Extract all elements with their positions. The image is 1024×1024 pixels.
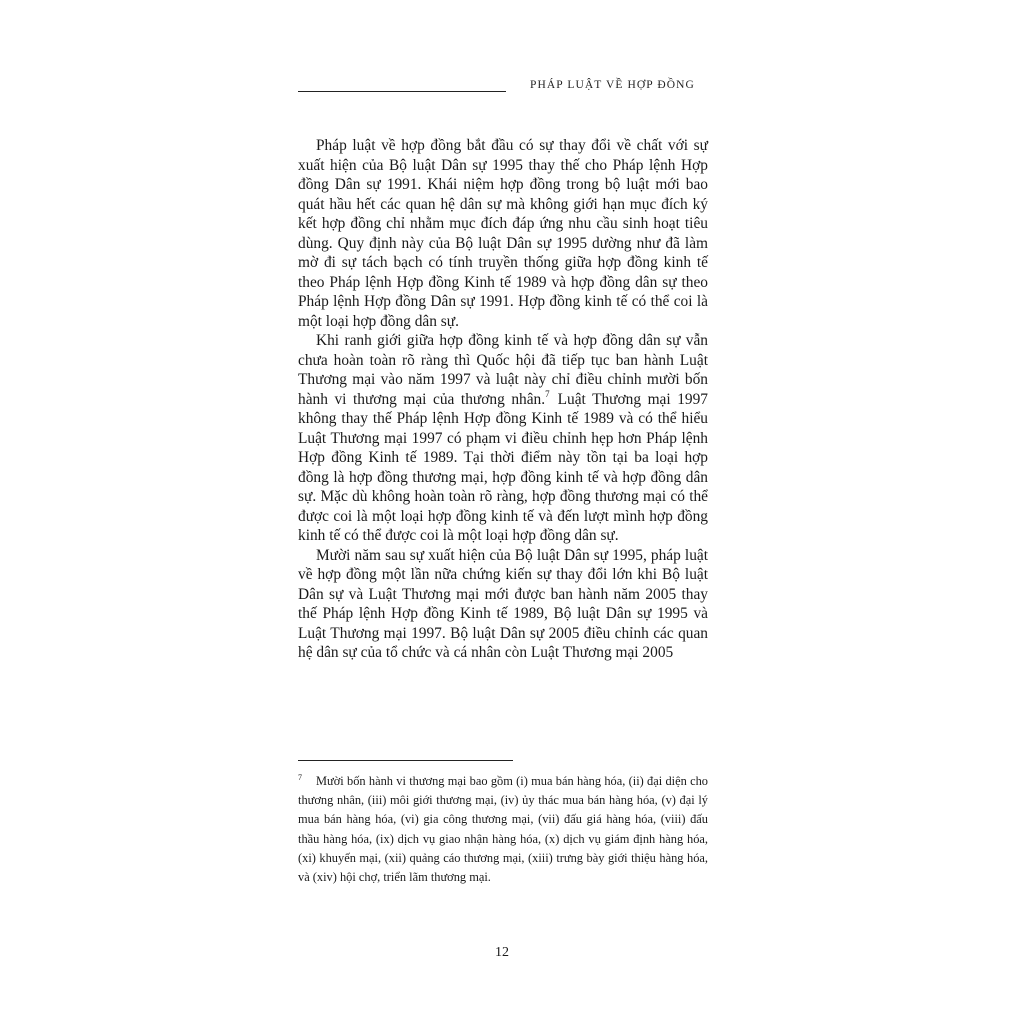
footnote-rule — [298, 760, 513, 761]
footnote — [298, 772, 708, 887]
paragraph-2-before-note: Khi ranh giới giữa hợp đồng kinh tế và hợp đồng dân sự vẫn chưa hoàn toàn rõ ràng thì Quốc hội đã tiếp tục ban hành Luật Thương mại vào năm 1997 và luật này chỉ điều chỉnh mười bốn hành vi thương mại của thương nhân. — [298, 332, 708, 408]
header-rule — [298, 91, 506, 92]
paragraph-3: Mười năm sau sự xuất hiện của Bộ luật Dân sự 1995, pháp luật về hợp đồng một lần nữa chứng kiến sự thay đổi lớn khi Bộ luật Dân sự và Luật Thương mại mới được ban hành năm 2005 thay thế Pháp lệnh Hợp đồng Kinh tế 1989, Bộ luật Dân sự 1995 và Luật Thương mại 1997. Bộ luật Dân sự 2005 điều chỉnh các quan hệ dân sự của tổ chức và cá nhân còn Luật Thương mại 2005 — [298, 546, 708, 661]
paragraph-2 — [298, 331, 708, 546]
footnote-reference: 7 — [545, 389, 550, 400]
footnote-text: Mười bốn hành vi thương mại bao gồm (i) mua bán hàng hóa, (ii) đại diện cho thương nhân, (iii) môi giới thương mại, (iv) ủy thác mua bán hàng hóa, (v) đại lý mua bán hàng hóa, (vi) gia công thương mại, (vii) đấu giá hàng hóa, (viii) đấu thầu hàng hóa, (ix) dịch vụ giao nhận hàng hóa, (x) dịch vụ giám định hàng hóa, (xi) khuyến mại, (xii) quảng cáo thương mại, (xiii) trưng bày giới thiệu hàng hóa, và (xiv) hội chợ, triển lãm thương mại. — [298, 774, 708, 885]
body-text — [298, 136, 708, 663]
page-number: 12 — [495, 945, 509, 960]
paragraph-2-after-note: Luật Thương mại 1997 không thay thế Pháp lệnh Hợp đồng Kinh tế 1989 và có thể hiểu Luật Thương mại 1997 có phạm vi điều chỉnh hẹp hơn Pháp lệnh Hợp đồng Kinh tế 1989. Tại thời điểm này tồn tại ba loại hợp đồng là hợp đồng thương mại, hợp đồng kinh tế và hợp đồng dân sự. Mặc dù không hoàn toàn rõ ràng, hợp đồng thương mại có thể được coi là một loại hợp đồng kinh tế và đến lượt mình hợp đồng kinh tế có thể được coi là một loại hợp đồng dân sự. — [298, 390, 708, 544]
footnote-paragraph: 7 Mười bốn hành vi thương mại bao gồm (i) mua bán hàng hóa, (ii) đại diện cho thương nhân, (iii) môi giới thương mại, (iv) ủy thác mua bán hàng hóa, (v) đại lý mua bán hàng hóa, (vi) gia công thương mại, (vii) đấu giá hàng hóa, (viii) đấu thầu hàng hóa, (ix) dịch vụ giao nhận hàng hóa, (x) dịch vụ giám định hàng hóa, (xi) khuyến mại, (xii) quảng cáo thương mại, (xiii) trưng bày giới thiệu hàng hóa, và (xiv) hội chợ, triển lãm thương mại. — [298, 772, 708, 885]
paragraph-1: Pháp luật về hợp đồng bắt đầu có sự thay đổi về chất với sự xuất hiện của Bộ luật Dân sự 1995 thay thế cho Pháp lệnh Hợp đồng Dân sự 1991. Khái niệm hợp đồng trong bộ luật mới bao quát hầu hết các quan hệ dân sự mà không giới hạn mục đích ký kết hợp đồng chỉ nhằm mục đích đáp ứng nhu cầu sinh hoạt tiêu dùng. Quy định này của Bộ luật Dân sự 1995 dường như đã làm mờ đi sự tách bạch có tính truyền thống giữa hợp đồng kinh tế theo Pháp lệnh Hợp đồng Kinh tế 1989 và hợp đồng dân sự theo Pháp lệnh Hợp đồng Dân sự 1991. Hợp đồng kinh tế có thể coi là một loại hợp đồng dân sự. — [298, 137, 708, 330]
running-head: PHÁP LUẬT VỀ HỢP ĐỒNG — [530, 79, 695, 91]
